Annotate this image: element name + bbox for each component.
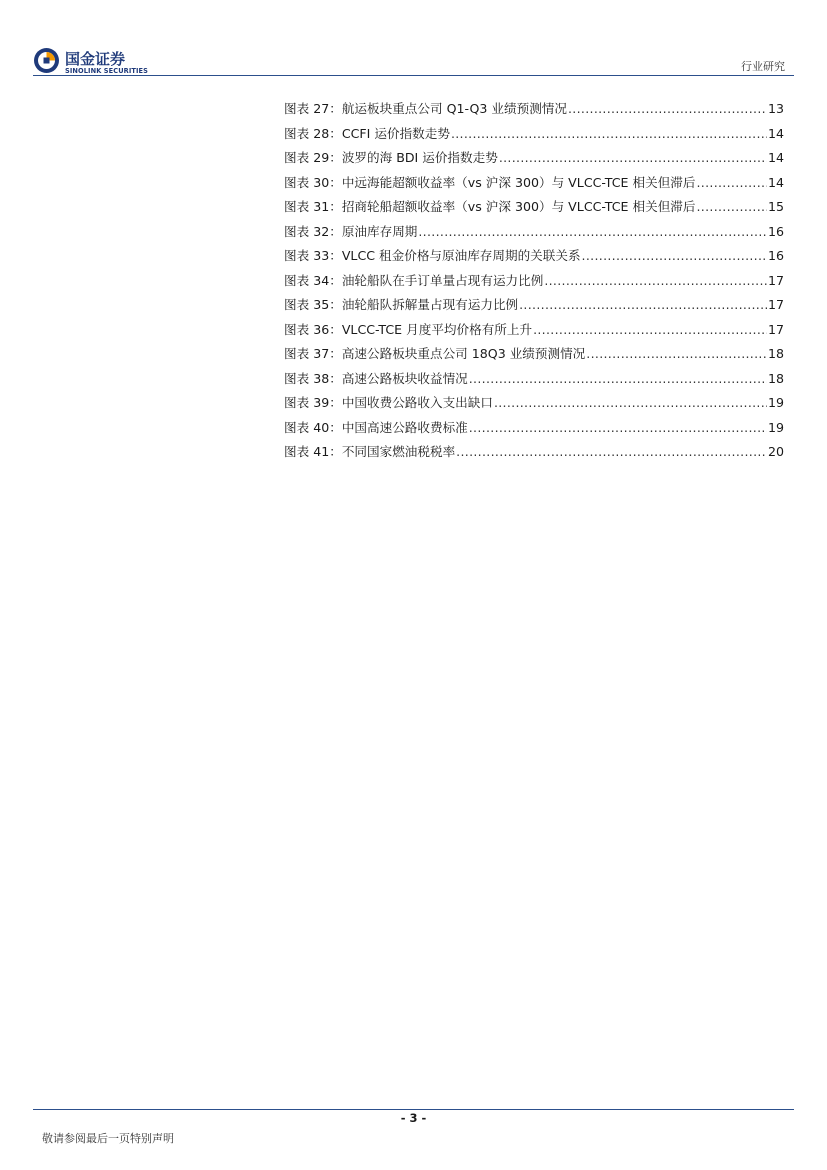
toc-entry-page: 20: [767, 444, 784, 459]
toc-entry-title: VLCC 租金价格与原油库存周期的关联关系: [341, 248, 581, 263]
disclaimer-note: 敬请参阅最后一页特别声明: [42, 1132, 174, 1145]
toc-dot-leader: [544, 272, 767, 289]
toc-entry-page: 13: [767, 101, 784, 116]
toc-entry-title: 中远海能超额收益率（vs 沪深 300）与 VLCC-TCE 相关但滞后: [341, 174, 696, 190]
toc-entry-page: 15: [767, 199, 784, 214]
toc-entry[interactable]: [284, 443, 784, 468]
toc-entry-page: 16: [767, 223, 784, 239]
toc-dot-leader: [494, 394, 767, 411]
toc-entry-title: 油轮船队在手订单量占现有运力比例: [341, 272, 544, 288]
toc-dot-leader: [519, 296, 767, 313]
toc-entry-label: 图表 27：: [284, 101, 342, 116]
toc-entry[interactable]: [284, 321, 784, 346]
toc-entry-title: 波罗的海 BDI 运价指数走势: [341, 150, 498, 165]
toc-entry-page: 17: [767, 297, 784, 312]
toc-entry[interactable]: [284, 296, 784, 321]
toc-entry[interactable]: [284, 100, 784, 125]
toc-entry-page: 19: [767, 419, 784, 435]
toc-entry-title: 原油库存周期: [341, 223, 418, 239]
toc-entry[interactable]: [284, 198, 784, 223]
header-divider: [33, 75, 794, 76]
toc-dot-leader: [469, 370, 767, 387]
toc-entry-page: 16: [767, 248, 784, 263]
toc-dot-leader: [696, 174, 766, 191]
toc-entry-title: 油轮船队拆解量占现有运力比例: [341, 297, 519, 312]
toc-entry-label: 图表 38：: [284, 370, 342, 386]
report-section-label: 行业研究: [741, 60, 785, 73]
toc-entry-label: 图表 29：: [284, 150, 342, 165]
toc-entry-page: 14: [767, 125, 784, 141]
toc-entry-label: 图表 31：: [284, 199, 342, 214]
toc-entry-page: 14: [767, 150, 784, 165]
toc-entry-page: 14: [767, 174, 784, 190]
page-number: - 3 -: [400, 1111, 427, 1125]
toc-dot-leader: [456, 443, 767, 460]
toc-entry-label: 图表 40：: [284, 419, 342, 435]
toc-dot-leader: [696, 198, 766, 215]
footer-divider: [33, 1109, 794, 1110]
toc-entry-page: 18: [767, 370, 784, 386]
toc-entry[interactable]: [284, 370, 784, 395]
toc-entry[interactable]: [284, 174, 784, 199]
toc-entry[interactable]: [284, 394, 784, 419]
toc-dot-leader: [582, 247, 767, 264]
toc-entry-label: 图表 28：: [284, 125, 342, 141]
toc-entry-title: 招商轮船超额收益率（vs 沪深 300）与 VLCC-TCE 相关但滞后: [341, 199, 696, 214]
toc-entry-label: 图表 33：: [284, 248, 342, 263]
toc-entry-title: VLCC-TCE 月度平均价格有所上升: [341, 321, 533, 337]
toc-entry-title: 高速公路板块重点公司 18Q3 业绩预测情况: [341, 346, 586, 361]
toc-entry[interactable]: [284, 272, 784, 297]
toc-entry-page: 18: [767, 346, 784, 361]
toc-dot-leader: [568, 100, 767, 117]
toc-entry-label: 图表 36：: [284, 321, 342, 337]
toc-entry-title: 航运板块重点公司 Q1-Q3 业绩预测情况: [341, 101, 567, 116]
logo-english-name: SINOLINK SECURITIES: [65, 67, 148, 75]
toc-entry-label: 图表 30：: [284, 174, 342, 190]
toc-entry-title: 中国高速公路收费标准: [341, 419, 468, 435]
toc-dot-leader: [418, 223, 767, 240]
toc-entry-page: 17: [767, 321, 784, 337]
toc-entry[interactable]: [284, 223, 784, 248]
toc-entry[interactable]: [284, 419, 784, 444]
toc-entry[interactable]: [284, 125, 784, 150]
toc-entry[interactable]: [284, 247, 784, 272]
toc-entry-title: 高速公路板块收益情况: [341, 370, 468, 386]
toc-entry-page: 19: [767, 395, 784, 410]
toc-dot-leader: [451, 125, 767, 142]
toc-dot-leader: [533, 321, 767, 338]
toc-entry-label: 图表 39：: [284, 395, 342, 410]
logo-chinese-name: 国金证券: [65, 50, 126, 68]
chart-index-list: [284, 100, 784, 468]
sinolink-logo-icon: [33, 47, 60, 74]
toc-entry-title: 不同国家燃油税税率: [341, 444, 456, 459]
toc-entry-title: 中国收费公路收入支出缺口: [341, 395, 493, 410]
toc-entry-page: 17: [767, 272, 784, 288]
toc-entry[interactable]: [284, 345, 784, 370]
toc-entry[interactable]: [284, 149, 784, 174]
toc-dot-leader: [586, 345, 767, 362]
toc-dot-leader: [469, 419, 767, 436]
toc-entry-label: 图表 41：: [284, 444, 342, 459]
toc-entry-label: 图表 32：: [284, 223, 342, 239]
toc-entry-label: 图表 37：: [284, 346, 342, 361]
toc-dot-leader: [499, 149, 767, 166]
toc-entry-title: CCFI 运价指数走势: [341, 125, 450, 141]
toc-entry-label: 图表 35：: [284, 297, 342, 312]
toc-entry-label: 图表 34：: [284, 272, 342, 288]
